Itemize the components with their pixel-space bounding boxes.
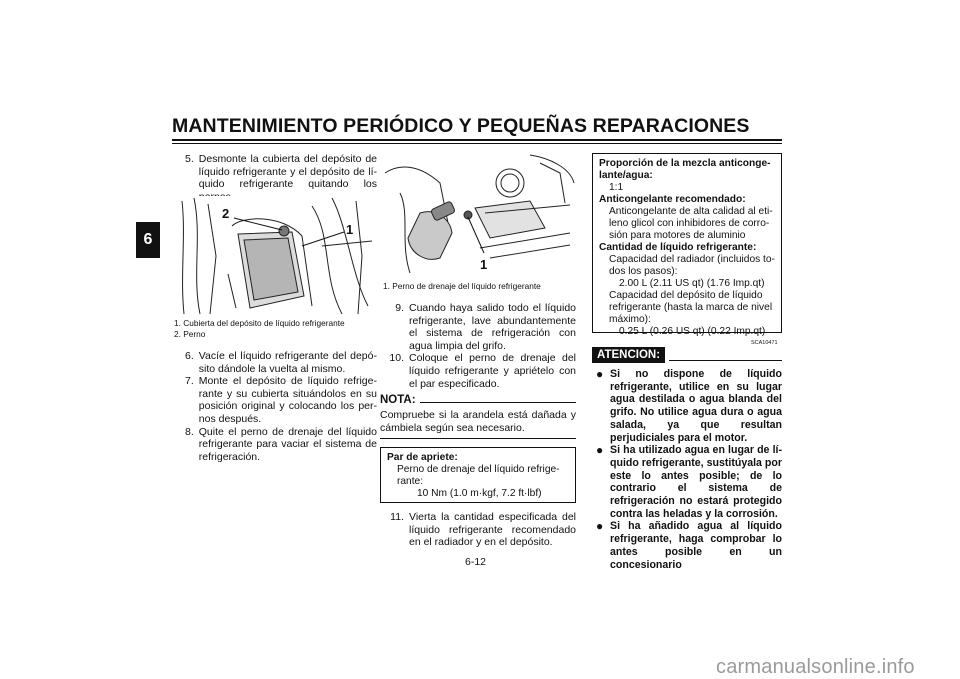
- nota-header: [380, 394, 576, 406]
- step-11: [380, 511, 576, 549]
- caption-1: 1. Cubierta del depósito de líquido refrigerante: [174, 318, 345, 328]
- callout-1: 1: [480, 257, 488, 272]
- spec-heading-mix: Proporción de la mezcla anticongelante/agua:: [599, 158, 771, 181]
- reservoir-illustration: [172, 196, 376, 316]
- torque-heading: Par de apriete:: [387, 452, 458, 463]
- step-text: Cuando haya salido todo el líquido refrigerante, lave abundantemente el sistema de refrigeración con agua limpia del grifo.: [409, 302, 576, 352]
- step-text: Vierta la cantidad especificada del líquido refrigerante recomendado en el radiador y en el depósito.: [409, 511, 576, 549]
- step-9: [380, 302, 576, 352]
- figure-caption: 1. Perno de drenaje del líquido refrigerante: [383, 281, 541, 291]
- step-7: [185, 375, 377, 425]
- atencion-header: [592, 347, 782, 363]
- figure-coolant-reservoir: [172, 196, 376, 316]
- nota-label: NOTA:: [380, 394, 416, 406]
- bullet-text: Si ha añadido agua al líquido refrigerante, haga comprobar lo antes posible en un concesionario: [610, 520, 782, 571]
- step-10: [380, 352, 576, 390]
- spec-value-antifreeze: Anticongelante de alta calidad al etileno glicol con inhibidores de corrosión para motores de aluminio: [609, 206, 773, 241]
- step-8: [185, 426, 377, 464]
- chapter-tab: 6: [136, 222, 160, 258]
- bullet-text: Si ha utilizado agua en lugar de líquido refrigerante, sustitúyala por este lo antes posible; de lo contrario el sistema de refrigeración no estará protegido contra las heladas y la corrosión.: [610, 444, 782, 520]
- torque-value: 10 Nm (1.0 m·kgf, 7.2 ft·lbf): [417, 488, 542, 499]
- atencion-bullets: [596, 368, 782, 571]
- step-number: 8.: [185, 425, 194, 438]
- step-text: Coloque el perno de drenaje del líquido refrigerante y apriételo con el par especificado.: [409, 352, 576, 390]
- nota-rule: [420, 402, 576, 403]
- step-text: Monte el depósito de líquido refrigerante y su cubierta situándolos en su posición original y colocando los pernos después.: [198, 375, 377, 425]
- figure-captions: [174, 318, 379, 340]
- atencion-row: [592, 347, 782, 363]
- bullet-dot-icon: ●: [596, 367, 604, 381]
- step-text: Desmonte la cubierta del depósito de líquido refrigerante y el depósito de líquido refrigerante quitando los: [198, 153, 377, 191]
- spec-value-mix: 1:1: [609, 182, 624, 193]
- callout-line-1: [468, 217, 484, 253]
- bullet-text: Si no dispone de líquido refrigerante, utilice en su lugar agua destilada o agua blanda del grifo. No utilice agua dura o agua salada, ya que resultan perjudiciales para el motor.: [610, 368, 782, 444]
- step-number: 10.: [389, 352, 404, 365]
- reference-code: SCA10471: [751, 340, 778, 346]
- atencion-label: ATENCION:: [592, 347, 665, 363]
- gauge-shape: [496, 169, 524, 197]
- steps-9-10: [380, 302, 576, 390]
- bolt-shape: [279, 226, 289, 236]
- step-number: 11.: [390, 511, 404, 523]
- nota-block: [380, 394, 576, 439]
- step-6: [185, 350, 377, 375]
- torque-box: [380, 447, 576, 503]
- watermark: carmanualsonline.info: [716, 656, 915, 678]
- spec-heading-quantity: Cantidad de líquido refrigerante:: [599, 242, 757, 253]
- figure-drain-bolt: [380, 153, 576, 278]
- coolant-spec-box: [592, 153, 782, 337]
- bullet-dot-icon: ●: [596, 519, 604, 534]
- drain-bolt-illustration: [380, 153, 576, 278]
- spec-radiator-value: 2.00 L (2.11 US qt) (1.76 Imp.qt): [619, 278, 765, 289]
- bullet-item: [596, 520, 782, 571]
- frame-line: [182, 201, 184, 314]
- bullet-item: [596, 444, 782, 520]
- step-number: 7.: [185, 375, 194, 388]
- spec-reservoir-value: 0.25 L (0.26 US qt) (0.22 Imp.qt): [619, 326, 766, 337]
- step-number: 9.: [395, 302, 404, 314]
- step-number: 5.: [185, 153, 194, 165]
- page-number: 6-12: [465, 556, 487, 568]
- callout-2: 2: [222, 206, 230, 221]
- bullet-item: [596, 368, 782, 444]
- spec-heading-antifreeze: Anticongelante recomendado:: [599, 194, 746, 205]
- nota-text: Compruebe si la arandela está dañada y cámbiela según sea necesario.: [380, 409, 576, 434]
- callout-line-2: [234, 218, 282, 230]
- caption-2: 2. Perno: [174, 329, 206, 339]
- steps-6-8: [185, 350, 377, 463]
- step-text: Vacíe el líquido refrigerante del depósito dándole la vuelta al mismo.: [198, 350, 377, 375]
- spec-reservoir-label: Capacidad del depósito de líquido refrigerante (hasta la marca de nivel máximo):: [609, 290, 773, 325]
- torque-line: Perno de drenaje del líquido refrigerante:: [397, 464, 560, 487]
- title-rule-thin: [172, 143, 782, 144]
- page-title: MANTENIMIENTO PERIÓDICO Y PEQUEÑAS REPARACIONES: [172, 115, 750, 137]
- atencion-rule: [669, 360, 782, 361]
- nota-bottom-rule: [380, 438, 576, 439]
- step-text: Quite el perno de drenaje del líquido refrigerante para vaciar el sistema de refrigeración.: [198, 425, 377, 463]
- step-number: 6.: [185, 350, 194, 362]
- spec-radiator-label: Capacidad del radiador (incluidos todos los pasos):: [609, 254, 775, 277]
- hand-shape: [408, 212, 452, 260]
- title-rule: [172, 139, 782, 141]
- bullet-dot-icon: ●: [596, 443, 604, 458]
- callout-1: 1: [346, 222, 354, 237]
